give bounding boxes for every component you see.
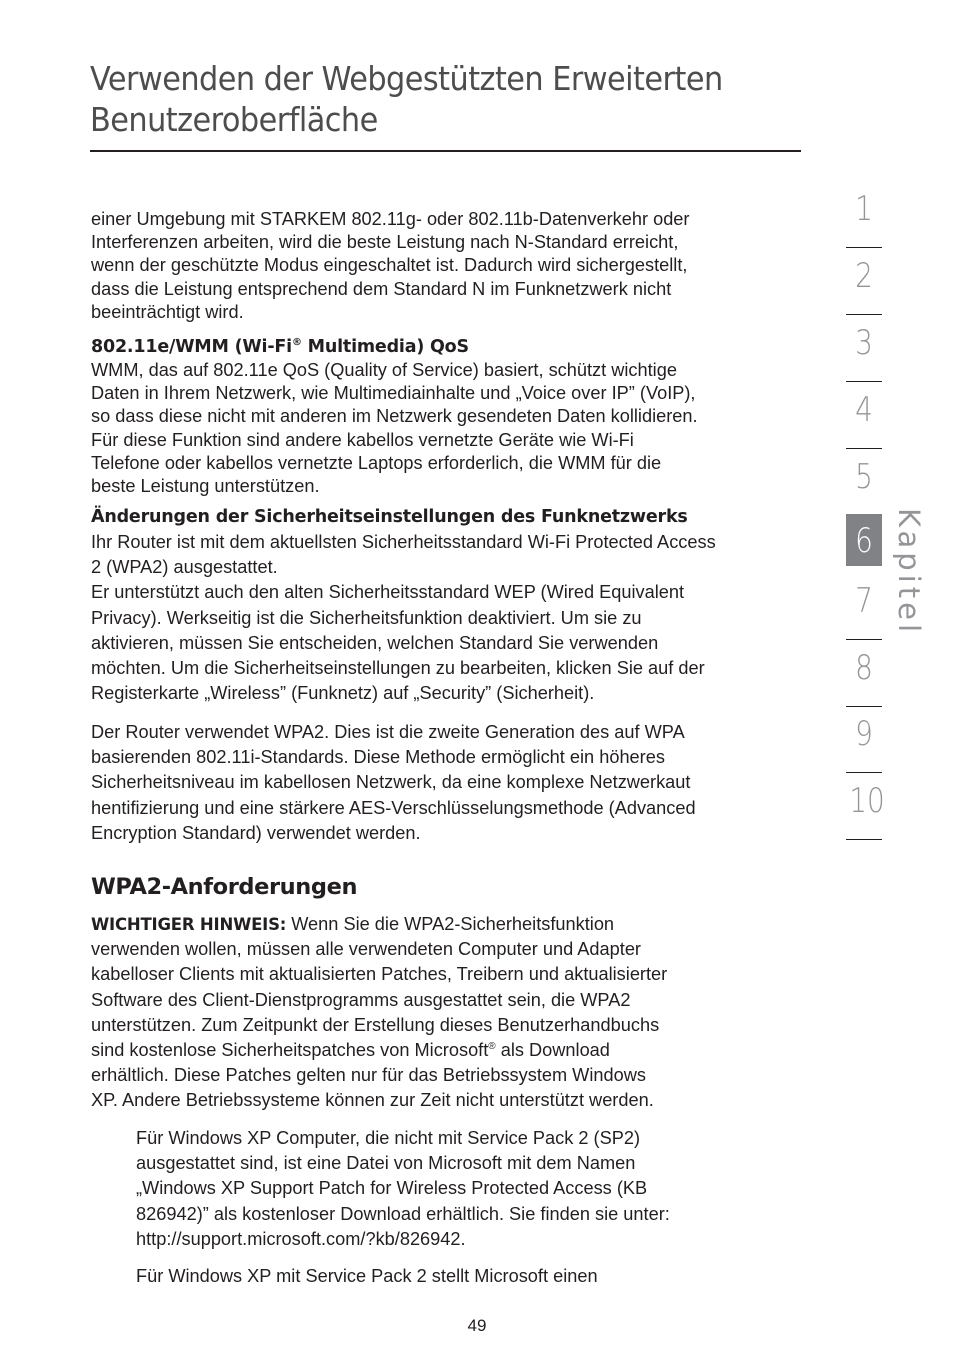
text-line: Sicherheitsniveau im kabellosen Netzwerk, da eine komplexe Netzwerkaut bbox=[91, 772, 691, 793]
chapter-number: 5 bbox=[855, 457, 873, 497]
page-title-line-1: Verwenden der Webgestützten Erweiterten bbox=[90, 59, 723, 98]
text-line: XP. Andere Betriebssysteme können zur Zeit nicht unterstützt werden. bbox=[91, 1090, 654, 1111]
chapter-tab-4[interactable] bbox=[846, 383, 882, 449]
chapter-tab-5[interactable] bbox=[846, 450, 882, 516]
chapter-number: 4 bbox=[855, 390, 873, 430]
text-line: erhältlich. Diese Patches gelten nur für das Betriebssystem Windows bbox=[91, 1065, 646, 1086]
wmm-heading-text: 802.11e/WMM (Wi-Fi bbox=[91, 337, 292, 357]
text-line: Interferenzen arbeiten, wird die beste Leistung nach N-Standard erreicht, bbox=[91, 232, 679, 253]
text-line: Ihr Router ist mit dem aktuellsten Sicherheitsstandard Wi-Fi Protected Access bbox=[91, 532, 716, 552]
notice-text: Wenn Sie die WPA2-Sicherheitsfunktion bbox=[286, 914, 615, 934]
chapter-tab-10[interactable] bbox=[846, 774, 885, 840]
text-line: kabelloser Clients mit aktualisierten Patches, Treibern und aktualisierter bbox=[91, 964, 668, 985]
text-line: dass die Leistung entsprechend dem Standard N im Funknetzwerk nicht bbox=[91, 278, 672, 299]
text-line: Daten in Ihrem Netzwerk, wie Multimediainhalte und „Voice over IP” (VoIP), bbox=[91, 383, 696, 404]
chapter-label: Kapitel bbox=[892, 508, 926, 637]
text-line: aktivieren, müssen Sie entscheiden, welchen Standard Sie verwenden bbox=[91, 632, 659, 653]
security-heading: Änderungen der Sicherheitseinstellungen des Funknetzwerks bbox=[91, 507, 688, 527]
text-line: Registerkarte „Wireless” (Funknetz) auf „Security” (Sicherheit). bbox=[91, 683, 595, 704]
chapter-tab-7[interactable] bbox=[846, 574, 882, 640]
text-line: möchten. Um die Sicherheitseinstellungen zu bearbeiten, klicken Sie auf der bbox=[91, 658, 705, 679]
notice-first-line bbox=[91, 912, 826, 937]
text-line: Für diese Funktion sind andere kabellos vernetzte Geräte wie Wi-Fi bbox=[91, 429, 634, 450]
text-line: Er unterstützt auch den alten Sicherheitsstandard WEP (Wired Equivalent bbox=[91, 582, 685, 603]
sp2-paragraph bbox=[136, 1264, 826, 1289]
text-line: beeinträchtigt wird. bbox=[91, 301, 244, 322]
chapter-tab-2[interactable] bbox=[846, 249, 882, 315]
xp-paragraph bbox=[136, 1126, 826, 1252]
security-section bbox=[91, 506, 826, 706]
text-line: hentifizierung und eine stärkere AES-Verschlüsselungsmethode (Advanced bbox=[91, 797, 696, 818]
text-line: wenn der geschützte Modus eingeschaltet ist. Dadurch wird sichergestellt, bbox=[91, 255, 688, 276]
chapter-tab-9[interactable] bbox=[846, 707, 882, 773]
chapter-number: 6 bbox=[855, 521, 873, 561]
page-title bbox=[90, 58, 752, 140]
wmm-heading bbox=[91, 336, 826, 359]
text-line: 2 (WPA2) ausgestattet. bbox=[91, 557, 278, 578]
text-line: Privacy). Werkseitig ist die Sicherheitsfunktion deaktiviert. Um sie zu bbox=[91, 607, 642, 628]
chapter-tab-1[interactable] bbox=[846, 182, 882, 248]
registered-mark: ® bbox=[291, 337, 302, 349]
text-line: einer Umgebung mit STARKEM 802.11g- oder 802.11b-Datenverkehr oder bbox=[91, 209, 690, 229]
text-line: Für Windows XP Computer, die nicht mit Service Pack 2 (SP2) bbox=[136, 1128, 641, 1148]
notice-microsoft-line bbox=[91, 1038, 826, 1063]
title-divider bbox=[90, 150, 801, 152]
chapter-divider bbox=[846, 839, 882, 840]
chapter-divider bbox=[846, 448, 882, 449]
chapter-number: 3 bbox=[855, 323, 873, 363]
chapter-divider bbox=[846, 639, 882, 640]
chapter-number: 9 bbox=[855, 714, 873, 754]
requirements-heading: WPA2-Anforderungen bbox=[91, 874, 358, 900]
chapter-divider bbox=[846, 314, 882, 315]
text-line: Software des Client-Dienstprogramms ausgestattet sein, die WPA2 bbox=[91, 989, 631, 1010]
text-line: WMM, das auf 802.11e QoS (Quality of Service) basiert, schützt wichtige bbox=[91, 360, 677, 380]
text-line: Encryption Standard) verwendet werden. bbox=[91, 822, 421, 843]
text-line: Für Windows XP mit Service Pack 2 stellt Microsoft einen bbox=[136, 1266, 598, 1286]
chapter-number: 7 bbox=[855, 581, 873, 621]
wpa2-paragraph bbox=[91, 720, 826, 846]
text-line: 826942)” als kostenloser Download erhältlich. Sie finden sie unter: bbox=[136, 1203, 670, 1224]
chapter-number: 10 bbox=[849, 781, 885, 821]
wmm-section bbox=[91, 336, 826, 498]
text-line: verwenden wollen, müssen alle verwendeten Computer und Adapter bbox=[91, 939, 641, 960]
text-line: ausgestattet sind, ist eine Datei von Microsoft mit dem Namen bbox=[136, 1153, 636, 1174]
notice-ms-text-end: als Download bbox=[495, 1040, 610, 1061]
text-line: Der Router verwendet WPA2. Dies ist die zweite Generation des auf WPA bbox=[91, 722, 685, 742]
intro-paragraph bbox=[91, 208, 826, 324]
text-line: basierenden 802.11i-Standards. Diese Methode ermöglicht ein höheres bbox=[91, 747, 665, 768]
chapter-tab-3[interactable] bbox=[846, 316, 882, 382]
chapter-tab-6-active[interactable] bbox=[846, 508, 882, 574]
chapter-tab-8[interactable] bbox=[846, 641, 882, 707]
text-line: so dass diese nicht mit anderen im Netzwerk gesendeten Daten kollidieren. bbox=[91, 406, 698, 427]
text-line: „Windows XP Support Patch for Wireless Protected Access (KB bbox=[136, 1178, 648, 1199]
chapter-number: 1 bbox=[855, 189, 873, 229]
chapter-number: 2 bbox=[855, 256, 873, 296]
notice-label: WICHTIGER HINWEIS: bbox=[91, 915, 287, 934]
text-line: beste Leistung unterstützen. bbox=[91, 476, 320, 497]
chapter-number: 8 bbox=[855, 648, 873, 688]
wmm-heading-text-end: Multimedia) QoS bbox=[301, 337, 469, 357]
important-notice bbox=[91, 912, 826, 1114]
registered-mark: ® bbox=[488, 1040, 496, 1052]
chapter-divider bbox=[846, 772, 882, 773]
chapter-divider bbox=[846, 247, 882, 248]
page-number: 49 bbox=[467, 1316, 487, 1335]
chapter-divider bbox=[846, 381, 882, 382]
text-line: Telefone oder kabellos vernetzte Laptops erforderlich, die WMM für die bbox=[91, 452, 662, 473]
text-line: unterstützen. Zum Zeitpunkt der Erstellung dieses Benutzerhandbuchs bbox=[91, 1014, 660, 1035]
download-link[interactable]: http://support.microsoft.com/?kb/826942. bbox=[136, 1228, 466, 1249]
page-title-line-2: Benutzeroberfläche bbox=[90, 100, 378, 139]
notice-ms-text: sind kostenlose Sicherheitspatches von Microsoft bbox=[91, 1040, 489, 1061]
